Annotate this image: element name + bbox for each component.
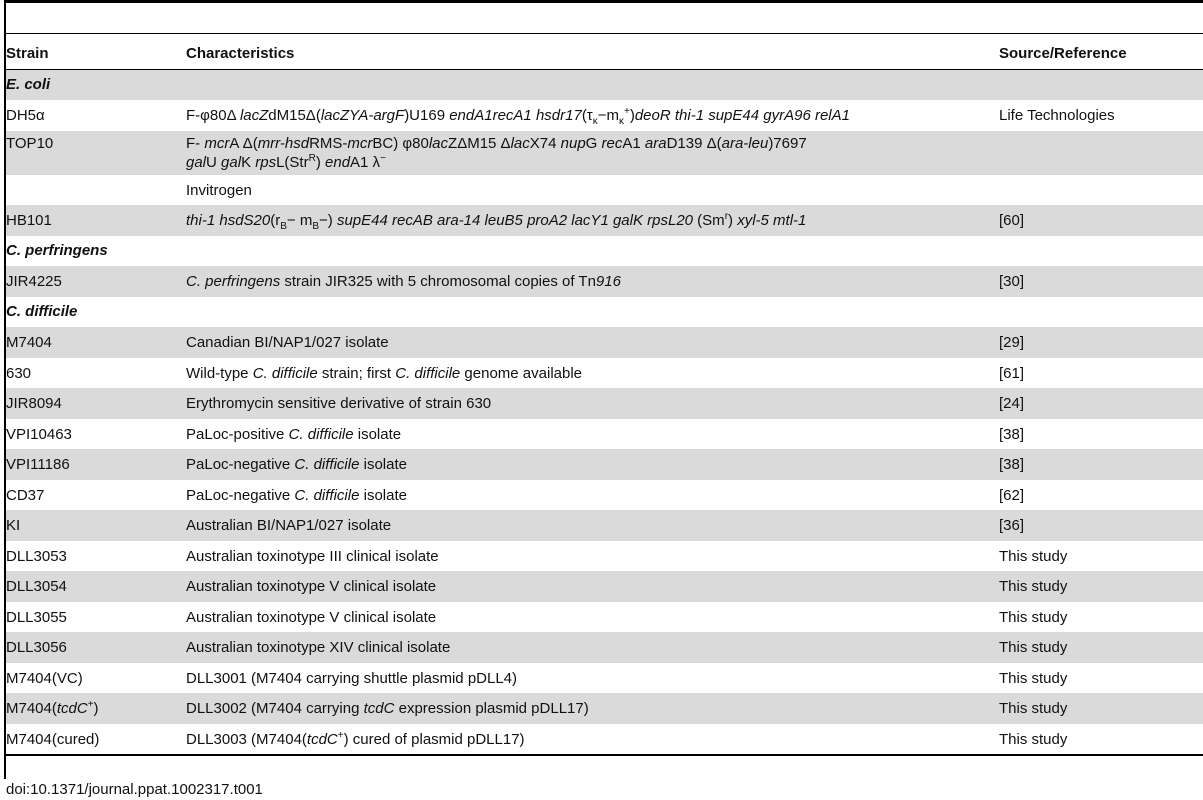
table-row bbox=[6, 602, 1203, 632]
characteristics-cell: PaLoc-negative C. difficile isolate bbox=[186, 456, 407, 473]
strain-cell: HB101 bbox=[6, 212, 52, 229]
strain-cell: DH5α bbox=[6, 107, 45, 124]
section-label: C. difficile bbox=[6, 303, 78, 320]
characteristics-cell: thi-1 $hsdS20(r_B- m_B-)$ supE44 recAB ara-14 leuB5 proA2 lacY1 galK rpsL20 (Sm$^r$) xyl-5 mtl-1 bbox=[186, 211, 807, 232]
strain-cell: M7404(VC) bbox=[6, 670, 83, 687]
table-row bbox=[6, 632, 1203, 663]
characteristics-cell: Australian toxinotype V clinical isolate bbox=[186, 609, 437, 626]
source-cell: [62] bbox=[999, 487, 1025, 504]
strain-cell: KI bbox=[6, 517, 21, 534]
table-row bbox=[6, 205, 1203, 236]
strain-cell: DLL3054 bbox=[6, 578, 67, 595]
strain-cell: DLL3053 bbox=[6, 548, 67, 565]
source-cell: This study bbox=[999, 609, 1068, 626]
table-row bbox=[6, 480, 1203, 510]
strains-table bbox=[6, 37, 1203, 756]
strain-cell: M7404(tcdC+) bbox=[6, 699, 99, 717]
strain-cell: CD37 bbox=[6, 487, 45, 504]
characteristics-cell: F-φ80Δ lacZdM15Δ(lacZYA-argF)U169 endA1recA1 $hsdr17(\tau_\kappa-m_\kappa^+)deoR$ thi-1 supE44 gyrA96 relA1 bbox=[186, 106, 850, 127]
source-cell: This study bbox=[999, 548, 1068, 565]
section-label: C. perfringens bbox=[6, 242, 108, 259]
strain-cell: DLL3056 bbox=[6, 639, 67, 656]
characteristics-cell: Erythromycin sensitive derivative of strain 630 bbox=[186, 395, 492, 412]
source-cell: [24] bbox=[999, 395, 1025, 412]
characteristics-cell: DLL3003 (M7404(tcdC+) cured of plasmid pDLL17) bbox=[186, 730, 525, 748]
strain-cell: DLL3055 bbox=[6, 609, 67, 626]
section-row-ecoli bbox=[6, 70, 1203, 100]
table-header-row bbox=[6, 37, 1203, 69]
strain-cell: 630 bbox=[6, 365, 32, 382]
doi-caption: doi:10.1371/journal.ppat.1002317.t001 bbox=[6, 781, 263, 798]
table-row bbox=[6, 724, 1203, 754]
strain-cell: M7404 bbox=[6, 334, 52, 351]
table-row bbox=[6, 663, 1203, 693]
header-strain: Strain bbox=[6, 45, 49, 62]
characteristics-cell: Australian toxinotype XIV clinical isolate bbox=[186, 639, 451, 656]
table-row bbox=[6, 419, 1203, 449]
table-row bbox=[6, 449, 1203, 480]
header-top-rule bbox=[4, 33, 1203, 34]
table-row bbox=[6, 388, 1203, 419]
characteristics-cell: Invitrogen bbox=[186, 182, 252, 199]
header-source: Source/Reference bbox=[999, 45, 1127, 62]
source-cell: [30] bbox=[999, 273, 1025, 290]
table-row bbox=[6, 541, 1203, 571]
characteristics-cell: Canadian BI/NAP1/027 isolate bbox=[186, 334, 389, 351]
source-cell: [38] bbox=[999, 456, 1025, 473]
source-cell: This study bbox=[999, 670, 1068, 687]
source-cell: [60] bbox=[999, 212, 1025, 229]
source-cell: [61] bbox=[999, 365, 1025, 382]
source-cell: [38] bbox=[999, 426, 1025, 443]
characteristics-cell: DLL3001 (M7404 carrying shuttle plasmid pDLL4) bbox=[186, 670, 518, 687]
table-row bbox=[6, 693, 1203, 724]
source-cell: [36] bbox=[999, 517, 1025, 534]
section-row-cdifficile bbox=[6, 297, 1203, 327]
source-cell: This study bbox=[999, 731, 1068, 748]
characteristics-cell: C. perfringens strain JIR325 with 5 chromosomal copies of Tn916 bbox=[186, 273, 621, 290]
strain-cell: M7404(cured) bbox=[6, 731, 100, 748]
table-row bbox=[6, 175, 1203, 205]
source-cell: This study bbox=[999, 578, 1068, 595]
strain-cell: VPI11186 bbox=[6, 456, 70, 473]
section-row-cperfringens bbox=[6, 236, 1203, 266]
table-bottom-rule bbox=[6, 754, 1203, 756]
table-row bbox=[6, 358, 1203, 388]
top-border bbox=[4, 0, 1203, 3]
strain-cell: JIR4225 bbox=[6, 273, 62, 290]
strain-cell: JIR8094 bbox=[6, 395, 62, 412]
strain-cell: TOP10 bbox=[6, 135, 54, 152]
characteristics-cell: Australian BI/NAP1/027 isolate bbox=[186, 517, 392, 534]
characteristics-cell: DLL3002 (M7404 carrying tcdC expression plasmid pDLL17) bbox=[186, 700, 589, 717]
characteristics-cell: Wild-type C. difficile strain; first C. difficile genome available bbox=[186, 365, 583, 382]
source-cell: This study bbox=[999, 700, 1068, 717]
characteristics-cell: Australian toxinotype V clinical isolate bbox=[186, 578, 437, 595]
table-row bbox=[6, 327, 1203, 358]
section-label: E. coli bbox=[6, 76, 51, 93]
table-row bbox=[6, 131, 1203, 175]
characteristics-cell: F- mcrA Δ(mrr-hsdRMS-mcrBC) φ80lacZΔM15 ΔlacX74 nupG recA1 araD139 Δ(ara-leu)7697 galU galK rpsL(Str$^R$) endA1 λ− bbox=[186, 135, 807, 171]
characteristics-cell: Australian toxinotype III clinical isolate bbox=[186, 548, 439, 565]
table-row bbox=[6, 100, 1203, 131]
source-cell: This study bbox=[999, 639, 1068, 656]
table-row bbox=[6, 571, 1203, 602]
characteristics-cell: PaLoc-positive C. difficile isolate bbox=[186, 426, 402, 443]
strain-cell: VPI10463 bbox=[6, 426, 72, 443]
characteristics-cell: PaLoc-negative C. difficile isolate bbox=[186, 487, 407, 504]
table-row bbox=[6, 510, 1203, 541]
header-characteristics: Characteristics bbox=[186, 45, 295, 62]
table-row bbox=[6, 266, 1203, 297]
source-cell: Life Technologies bbox=[999, 107, 1115, 124]
source-cell: [29] bbox=[999, 334, 1025, 351]
